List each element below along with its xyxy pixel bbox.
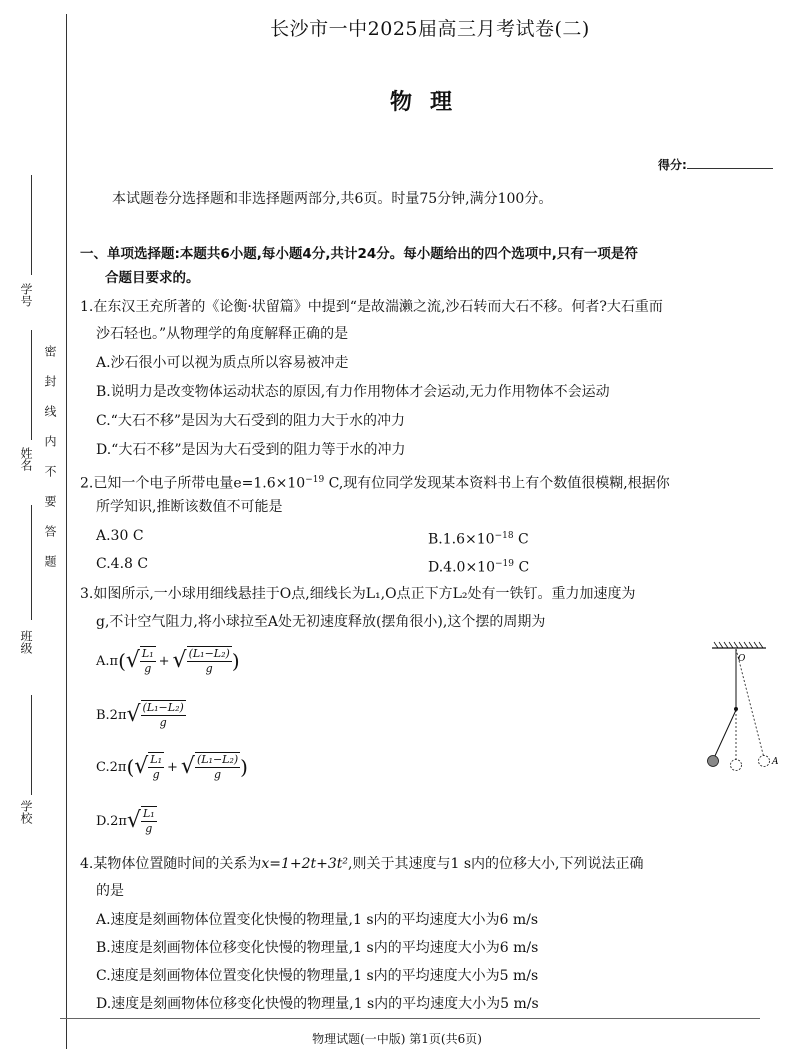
q3-option-c: C.2π ( √ L₁ g + √ (L₁−L₂) g ) — [96, 753, 248, 781]
q2-stem-line1: 2.已知一个电子所带电量$e=1.6\times 10^{-19}$ C,现有位同学发现某本资料书上有个数值很模糊,根据你 — [80, 475, 670, 492]
q1-option-a: A.沙石很小可以视为质点所以容易被冲走 — [96, 355, 349, 371]
q2-option-b: $B.1.6\times 10^{-18}$ C — [428, 531, 529, 548]
student-id-label: 学号 — [19, 283, 33, 307]
ball-left — [708, 756, 719, 767]
q4-stem-line1: 4.某物体位置随时间的关系为x=1+2t+3t²,则关于其速度与1 s内的位移大小,下列说法正确 — [80, 856, 644, 872]
student-id-blank — [31, 175, 32, 275]
section1-heading-line1: 一、单项选择题:本题共6小题,每小题4分,共计24分。每小题给出的四个选项中,只有一项是符 — [80, 246, 638, 262]
seal-line-warning: 密封线内不要答题 — [43, 345, 57, 585]
string-left — [714, 710, 736, 758]
q1-stem-line1: 1.在东汉王充所著的《论衡·状留篇》中提到“是故湍濑之流,沙石转而大石不移。何者?大石重而 — [80, 299, 663, 315]
q2-option-a: A.30 C — [96, 528, 144, 544]
q2-option-c: C.4.8 C — [96, 556, 149, 572]
q1-option-b: B.说明力是改变物体运动状态的原因,有力作用物体才会运动,无力作用物体不会运动 — [96, 384, 610, 400]
class-label: 班级 — [19, 630, 33, 654]
q4-option-a: A.速度是刻画物体位置变化快慢的物理量,1 s内的平均速度大小为6 m/s — [96, 912, 539, 928]
q1-stem-line2: 沙石轻也。”从物理学的角度解释正确的是 — [96, 326, 349, 342]
score-blank — [687, 158, 773, 169]
point-a-label: A — [772, 757, 779, 767]
q4-option-b: B.速度是刻画物体位移变化快慢的物理量,1 s内的平均速度大小为6 m/s — [96, 940, 539, 956]
q1-option-d: D.“大石不移”是因为大石受到的阻力等于水的冲力 — [96, 442, 406, 458]
q3-stem-line2: g,不计空气阻力,将小球拉至A处无初速度释放(摆角很小),这个摆的周期为 — [96, 614, 546, 630]
exam-title: 长沙市一中2025届高三月考试卷(二) — [270, 18, 590, 40]
class-blank — [31, 505, 32, 620]
exam-intro: 本试题卷分选择题和非选择题两部分,共6页。时量75分钟,满分100分。 — [112, 191, 553, 207]
score-label: 得分: — [658, 158, 687, 172]
q3-option-a: A.π ( √ L₁ g + √ (L₁−L₂) g ) — [96, 647, 240, 675]
school-label: 学校 — [19, 800, 33, 824]
ball-bottom — [731, 760, 742, 771]
name-blank — [31, 330, 32, 440]
subject-title: 物理 — [389, 90, 470, 115]
ball-a — [759, 756, 770, 767]
q3-option-b: B.2π √ (L₁−L₂) g — [96, 701, 184, 729]
ceiling-hatch — [714, 642, 763, 648]
pendulum-figure — [700, 640, 786, 775]
school-blank — [31, 695, 32, 795]
q3-stem-line1: 3.如图所示,一小球用细线悬挂于O点,细线长为L₁,O点正下方L₂处有一铁钉。重力加速度为 — [80, 586, 636, 602]
q2-stem-line2: 所学知识,推断该数值不可能是 — [96, 499, 283, 515]
q2-option-d: $D.4.0\times 10^{-19}$ C — [428, 559, 530, 576]
footer-divider — [60, 1018, 760, 1019]
page-footer: 物理试题(一中版) 第1页(共6页) — [312, 1032, 482, 1046]
q4-option-c: C.速度是刻画物体位置变化快慢的物理量,1 s内的平均速度大小为5 m/s — [96, 968, 539, 984]
q4-stem-line2: 的是 — [96, 883, 124, 899]
section1-heading-line2: 合题目要求的。 — [105, 270, 200, 286]
string-right-dashed — [736, 649, 764, 758]
q1-option-c: C.“大石不移”是因为大石受到的阻力大于水的冲力 — [96, 413, 405, 429]
binding-border-line — [66, 14, 67, 1049]
q4-option-d: D.速度是刻画物体位移变化快慢的物理量,1 s内的平均速度大小为5 m/s — [96, 996, 539, 1012]
score-field — [658, 156, 773, 173]
q3-option-d: D.2π √ L₁ g — [96, 807, 155, 835]
point-o-label: O — [738, 654, 746, 664]
name-label: 姓名 — [19, 447, 33, 471]
